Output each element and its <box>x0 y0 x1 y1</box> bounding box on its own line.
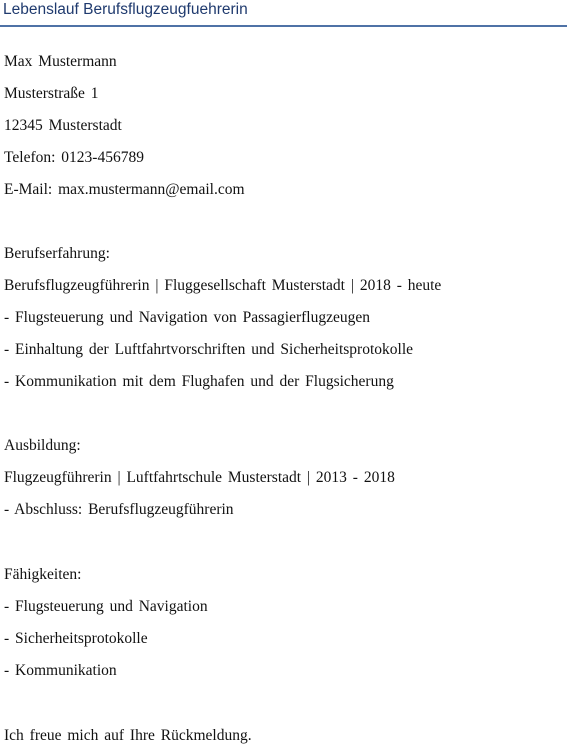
skills-item: - Kommunikation <box>4 662 117 679</box>
skills-heading: Fähigkeiten: <box>4 566 82 583</box>
contact-name: Max Mustermann <box>4 53 117 70</box>
experience-entry: Berufsflugzeugführerin | Fluggesellschaft Musterstadt | 2018 - heute <box>4 277 442 294</box>
closing-text: Ich freue mich auf Ihre Rückmeldung. <box>4 727 252 744</box>
contact-city: 12345 Musterstadt <box>4 117 122 134</box>
contact-street: Musterstraße 1 <box>4 85 99 102</box>
title-underline <box>0 25 567 27</box>
skills-item: - Sicherheitsprotokolle <box>4 630 148 647</box>
education-entry: Flugzeugführerin | Luftfahrtschule Musterstadt | 2013 - 2018 <box>4 469 395 486</box>
contact-email: E-Mail: max.mustermann@email.com <box>4 181 245 198</box>
education-heading: Ausbildung: <box>4 437 81 454</box>
experience-heading: Berufserfahrung: <box>4 245 110 262</box>
contact-phone: Telefon: 0123-456789 <box>4 149 144 166</box>
experience-item: - Flugsteuerung und Navigation von Passagierflugzeugen <box>4 309 370 326</box>
document-title: Lebenslauf Berufsflugzeugfuehrerin <box>3 1 248 18</box>
education-item: - Abschluss: Berufsflugzeugführerin <box>4 501 234 518</box>
experience-item: - Einhaltung der Luftfahrtvorschriften und Sicherheitsprotokolle <box>4 341 414 358</box>
skills-item: - Flugsteuerung und Navigation <box>4 598 208 615</box>
experience-item: - Kommunikation mit dem Flughafen und der Flugsicherung <box>4 373 394 390</box>
